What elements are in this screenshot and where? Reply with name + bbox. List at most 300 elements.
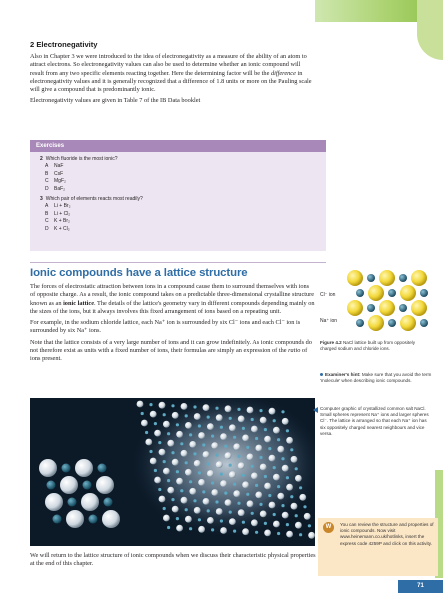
option-letter: A	[45, 203, 49, 210]
cl-ion-sphere	[286, 437, 293, 444]
na-ion-sphere	[193, 452, 196, 455]
key-term: ionic lattice	[63, 299, 95, 307]
na-ion-sphere	[158, 441, 161, 444]
cl-ion-sphere	[400, 285, 416, 301]
na-ion-sphere	[255, 437, 258, 440]
na-ion-sphere	[356, 289, 364, 297]
na-ion-sphere	[229, 511, 232, 514]
na-ion-sphere	[237, 502, 240, 505]
question-text	[40, 156, 326, 163]
cl-ion-sphere	[194, 507, 201, 514]
section-heading: 2 Electronegativity	[30, 40, 98, 49]
na-ion-sphere	[211, 481, 214, 484]
cl-ion-sphere	[255, 445, 262, 452]
cl-ion-sphere	[216, 414, 223, 421]
option-text: Li + Br₂	[54, 203, 71, 210]
cl-ion-sphere	[172, 459, 179, 466]
na-ion-sphere	[220, 426, 223, 429]
lattice-paragraph-3	[30, 339, 315, 364]
cl-ion-sphere	[145, 439, 152, 446]
cl-ion-sphere	[211, 489, 218, 496]
pointer-arrow-icon	[313, 407, 318, 413]
na-ion-sphere	[215, 454, 218, 457]
cl-ion-sphere	[277, 446, 284, 453]
na-ion-sphere	[189, 433, 192, 436]
na-ion-sphere	[229, 417, 232, 420]
cl-ion-sphere	[291, 456, 298, 463]
cl-ion-sphere	[225, 405, 232, 412]
cl-ion-sphere	[251, 426, 258, 433]
exercises-body	[30, 152, 326, 233]
na-ion-sphere	[308, 524, 311, 527]
cl-ion-sphere	[286, 531, 293, 538]
na-ion-sphere	[141, 412, 144, 415]
cl-ion-sphere	[233, 490, 240, 497]
na-ion-sphere	[281, 457, 284, 460]
answer-option	[40, 211, 326, 218]
cl-ion-sphere	[176, 431, 183, 438]
option-text: K + Cl₂	[54, 225, 70, 232]
option-letter: C	[45, 218, 49, 225]
question-text	[40, 196, 326, 203]
cl-ion-sphere	[304, 513, 311, 520]
na-ion-sphere	[259, 503, 262, 506]
na-ion-sphere	[388, 319, 396, 327]
na-ion-sphere	[233, 436, 236, 439]
nacl-crystal-photo	[30, 398, 315, 546]
na-ion-sphere	[224, 492, 227, 495]
na-ion-sphere	[176, 423, 179, 426]
bullet-icon	[320, 373, 323, 376]
cl-ion-sphere	[260, 511, 267, 518]
cl-ion-sphere	[189, 488, 196, 495]
na-ion-sphere	[286, 476, 289, 479]
na-ion-sphere	[259, 456, 262, 459]
na-ion-sphere	[171, 498, 174, 501]
cl-ion-sphere	[260, 464, 267, 471]
lattice-heading: Ionic compounds have a lattice structure	[30, 267, 248, 279]
na-ion-sphere	[295, 514, 298, 517]
na-ion-sphere	[286, 429, 289, 432]
cl-ion-sphere	[216, 508, 223, 515]
na-ion-sphere	[229, 464, 232, 467]
option-text: BaF₂	[54, 185, 66, 192]
na-ion-sphere	[290, 495, 293, 498]
answer-option	[40, 203, 326, 210]
cl-ion-sphere	[238, 509, 245, 516]
na-ion-sphere	[281, 410, 284, 413]
figure-caption-text: NaCl lattice built up from oppositely charged sodium and chloride ions.	[320, 340, 415, 352]
cl-ion-sphere	[96, 476, 114, 494]
cl-ion-sphere	[198, 526, 205, 533]
na-ion-sphere	[242, 427, 245, 430]
na-ion-sphere	[251, 512, 254, 515]
na-ion-sphere	[207, 462, 210, 465]
cl-ion-sphere	[368, 315, 384, 331]
para-text: in electronegativity values and it is generally recognized that a difference of 1.8 units or more on the Pauling scale will give a compound that is predominantly ionic.	[30, 69, 312, 94]
cl-ion-sphere	[220, 527, 227, 534]
cl-ion-sphere	[368, 285, 384, 301]
cl-ion-sphere	[211, 442, 218, 449]
para-text: . The details of the lattice's geometry vary in different compounds depending mainly on the sizes of the ions, but it always involves this fixed arrangement of ions based on a repeating unit.	[30, 299, 315, 315]
na-ion-sphere	[149, 450, 152, 453]
cl-ion-sphere	[163, 468, 170, 475]
photo-caption: Computer graphic of crystallized common salt NaCl. Small spheres represent Na⁺ ions and larger spheres Cl⁻. The lattice is arranged so that each Na⁺ ion has six oppositely charged nearest neighbours and vice versa.	[320, 406, 429, 436]
na-ion-sphere	[277, 485, 280, 488]
na-ion-sphere	[62, 464, 71, 473]
na-ion-sphere	[167, 526, 170, 529]
na-ion-sphere	[149, 403, 152, 406]
cl-ion-sphere	[260, 417, 267, 424]
na-ion-sphere	[273, 513, 276, 516]
para-text: The forces of electrostatic attraction between ions in a compound cause them to surround themselves with ions of opposite charge. As a result, the ionic compound takes on a predictable three-dimensional crystalline structure known as an	[30, 283, 315, 307]
na-ion-sphere	[264, 475, 267, 478]
cl-ion-sphere	[102, 510, 120, 528]
cl-ion-sphere	[185, 422, 192, 429]
na-ion-sphere	[420, 289, 428, 297]
na-ion-sphere	[388, 289, 396, 297]
cl-ion-sphere	[159, 449, 166, 456]
hint-text: Make sure that you avoid the term 'molecule' when describing ionic compounds.	[320, 372, 432, 384]
question-number: 2	[40, 156, 43, 162]
na-ion-sphere	[189, 527, 192, 530]
corner-decoration-curve	[417, 0, 443, 60]
na-ion-sphere	[198, 471, 201, 474]
na-ion-sphere	[233, 530, 236, 533]
option-letter: B	[45, 170, 49, 177]
cl-ion-sphere	[194, 460, 201, 467]
na-ion-sphere	[185, 508, 188, 511]
na-ion-sphere	[180, 489, 183, 492]
cl-ion-sphere	[81, 493, 99, 511]
web-icon: W	[323, 522, 334, 533]
na-ion-sphere	[251, 418, 254, 421]
cl-ion-sphere	[163, 421, 170, 428]
page-number: 71	[398, 580, 443, 593]
large-lattice-cube	[120, 398, 315, 546]
cl-ion-sphere	[286, 484, 293, 491]
na-ion-sphere	[268, 447, 271, 450]
cl-ion-sphere	[273, 474, 280, 481]
cl-ion-sphere	[282, 512, 289, 519]
cl-ion-sphere	[247, 500, 254, 507]
na-ion-sphere	[193, 405, 196, 408]
cl-ion-sphere	[242, 528, 249, 535]
cl-ion-sphere	[269, 502, 276, 509]
figure-number: Figure 4.2	[320, 340, 342, 345]
cl-ion-sphere	[251, 473, 258, 480]
na-ion-sphere	[104, 498, 113, 507]
question-prompt: Which pair of elements reacts most readily?	[45, 196, 143, 203]
lattice-paragraph-1	[30, 283, 315, 316]
na-ion-sphere	[220, 519, 223, 522]
data-booklet-note: Electronegativity values are given in Table 7 of the IB Data booklet	[30, 97, 201, 105]
na-ion-sphere	[176, 470, 179, 473]
cl-ion-sphere	[273, 427, 280, 434]
na-ion-sphere	[215, 407, 218, 410]
cl-ion-sphere	[172, 506, 179, 513]
cl-ion-sphere	[207, 517, 214, 524]
answer-option	[40, 218, 326, 225]
cl-ion-sphere	[400, 315, 416, 331]
section-divider	[30, 262, 326, 263]
cl-ion-sphere	[247, 454, 254, 461]
question-prompt: Which fluoride is the most ionic?	[45, 156, 118, 162]
na-ion-sphere	[202, 443, 205, 446]
cl-ion-sphere	[181, 497, 188, 504]
option-letter: D	[45, 185, 49, 192]
question-number: 3	[40, 196, 43, 203]
na-ion-sphere	[264, 428, 267, 431]
na-ion-sphere	[237, 455, 240, 458]
cl-ion-sphere	[198, 432, 205, 439]
cl-ion-sphere	[229, 471, 236, 478]
na-ion-sphere	[189, 480, 192, 483]
na-ion-sphere	[215, 500, 218, 503]
cl-ion-sphere	[176, 478, 183, 485]
cl-ion-sphere	[225, 499, 232, 506]
option-text: NaF	[54, 163, 64, 170]
na-ion-sphere	[68, 498, 77, 507]
na-ion-sphere	[163, 507, 166, 510]
cl-ion-sphere	[273, 521, 280, 528]
na-ion-sphere	[180, 442, 183, 445]
cl-ion-sphere	[181, 450, 188, 457]
na-ion-sphere	[198, 518, 201, 521]
na-ion-sphere	[171, 404, 174, 407]
option-letter: A	[45, 163, 49, 170]
cl-ion-sphere	[411, 270, 427, 286]
na-ion-sphere	[268, 494, 271, 497]
na-ion-sphere	[211, 435, 214, 438]
na-ion-sphere	[303, 505, 306, 508]
para-emphasis: difference	[270, 69, 296, 77]
na-ion-sphere	[98, 464, 107, 473]
cl-ion-sphere	[172, 412, 179, 419]
cl-ion-sphere	[347, 270, 363, 286]
answer-option	[40, 171, 326, 178]
na-ion-sphere	[83, 481, 92, 490]
cl-ion-sphere	[203, 498, 210, 505]
closing-paragraph: We will return to the lattice structure of ionic compounds when we discuss their characteristic physical properties at the end of this chapter.	[30, 552, 316, 568]
na-ion-sphere	[246, 446, 249, 449]
cl-ion-sphere	[295, 522, 302, 529]
option-text: CsF	[54, 170, 64, 177]
na-ion-sphere	[211, 528, 214, 531]
na-ion-sphere	[53, 515, 62, 524]
cl-ion-sphere	[207, 470, 214, 477]
answer-option	[40, 163, 326, 170]
na-ion-sphere	[286, 523, 289, 526]
exercises-box	[30, 140, 326, 251]
cl-ion-sphere	[216, 461, 223, 468]
cl-ion-sphere	[66, 510, 84, 528]
na-ion-sphere	[145, 431, 148, 434]
cl-ion-sphere	[163, 515, 170, 522]
na-ion-sphere	[185, 461, 188, 464]
cl-ion-sphere	[167, 487, 174, 494]
na-ion-sphere	[167, 432, 170, 435]
cl-ion-sphere	[60, 476, 78, 494]
cl-ion-sphere	[207, 423, 214, 430]
cl-ion-sphere	[181, 403, 188, 410]
option-letter: D	[45, 225, 49, 232]
na-ion-sphere	[242, 521, 245, 524]
na-ion-sphere	[176, 517, 179, 520]
cl-ion-sphere	[220, 433, 227, 440]
para-emphasis: ratio	[288, 347, 301, 355]
option-text: K + Br₂	[54, 218, 70, 225]
na-ion-sphere	[224, 445, 227, 448]
cl-ion-sphere	[242, 481, 249, 488]
na-ion-sphere	[158, 488, 161, 491]
cl-ion-sphere	[198, 479, 205, 486]
cl-ion-sphere	[137, 401, 144, 408]
na-ion-sphere	[290, 448, 293, 451]
na-ion-sphere	[259, 409, 262, 412]
cl-ion-sphere	[45, 493, 63, 511]
web-link-box	[318, 518, 438, 576]
cl-ion-sphere	[269, 408, 276, 415]
na-ion-sphere	[220, 473, 223, 476]
cl-ion-sphere	[299, 494, 306, 501]
cl-ion-sphere	[39, 459, 57, 477]
cl-ion-sphere	[189, 441, 196, 448]
crystal-graphic	[30, 398, 315, 546]
cl-ion-sphere	[229, 518, 236, 525]
option-letter: C	[45, 178, 49, 185]
para-text: Note that the lattice consists of a very large number of ions and it can grow indefinitely. As ionic compounds do not therefore exist as units with a fixed number of ions, their formulas are simply an expression of the	[30, 338, 312, 355]
cl-ion-sphere	[308, 532, 315, 539]
cl-ion-sphere	[295, 475, 302, 482]
na-ion-sphere	[47, 481, 56, 490]
electronegativity-paragraph	[30, 53, 312, 94]
cl-ion-sphere	[247, 407, 254, 414]
cl-ion-sphere	[251, 519, 258, 526]
na-ion-sphere	[255, 531, 258, 534]
na-ion-sphere	[202, 490, 205, 493]
na-ion-sphere	[246, 493, 249, 496]
exercise-question	[40, 156, 326, 193]
na-ion-sphere	[255, 484, 258, 487]
cl-ion-sphere	[411, 300, 427, 316]
na-ion-sphere	[277, 532, 280, 535]
na-ion-sphere	[154, 422, 157, 425]
na-ion-sphere	[264, 522, 267, 525]
examiners-hint	[320, 372, 432, 384]
cl-ion-sphere	[229, 424, 236, 431]
na-ion-sphere	[273, 419, 276, 422]
na-ion-sphere	[367, 274, 375, 282]
web-link-text: You can review the structure and properties of ionic compounds. Now visit www.heinemann.co.uk/hotlinks, insert the express code 4259P and click on this activity.	[340, 522, 434, 546]
cl-ion-sphere	[167, 440, 174, 447]
cl-ion-sphere	[379, 300, 395, 316]
na-ion-sphere	[167, 479, 170, 482]
na-ion-sphere	[399, 274, 407, 282]
lattice-paragraph-2: For example, in the sodium chloride lattice, each Na⁺ ion is surrounded by six Cl⁻ ions and each Cl⁻ ion is surrounded by six Na⁺ ions.	[30, 319, 301, 335]
na-ion-sphere	[399, 304, 407, 312]
cl-ion-sphere	[150, 411, 157, 418]
na-ion-sphere	[273, 466, 276, 469]
cl-ion-sphere	[176, 525, 183, 532]
na-ion-sphere	[299, 486, 302, 489]
na-ion-sphere	[163, 413, 166, 416]
cl-ion-sphere	[154, 477, 161, 484]
na-ion-sphere	[420, 319, 428, 327]
answer-option	[40, 186, 326, 193]
electronegativity-section	[30, 40, 312, 109]
cl-ion-sphere	[347, 300, 363, 316]
cl-ion-sphere	[242, 435, 249, 442]
cl-ion-sphere	[282, 465, 289, 472]
cl-ion-sphere	[154, 430, 161, 437]
sodium-ion-label: Na⁺ ion	[320, 318, 338, 324]
option-text: Li + Cl₂	[54, 210, 71, 217]
figure-caption	[320, 340, 432, 352]
lattice-section	[30, 267, 315, 367]
na-ion-sphere	[295, 467, 298, 470]
na-ion-sphere	[251, 465, 254, 468]
na-ion-sphere	[207, 416, 210, 419]
na-ion-sphere	[233, 483, 236, 486]
na-ion-sphere	[154, 469, 157, 472]
option-text: MgF₂	[54, 178, 66, 185]
na-ion-sphere	[163, 460, 166, 463]
na-ion-sphere	[89, 515, 98, 524]
cl-ion-sphere	[185, 469, 192, 476]
para-text: Also in Chapter 3 we were introduced to the idea of electronegativity as a measure of the ability of an atom to attract electrons. So electronegativity values can also be used to determine whether an ionic compound will result from any two specific elements reacting together. Here the determining factor will be the	[30, 53, 307, 77]
cl-ion-sphere	[255, 492, 262, 499]
na-ion-sphere	[277, 438, 280, 441]
na-ion-sphere	[367, 304, 375, 312]
option-letter: B	[45, 210, 49, 217]
na-ion-sphere	[299, 533, 302, 536]
na-ion-sphere	[356, 319, 364, 327]
cl-ion-sphere	[277, 493, 284, 500]
cl-ion-sphere	[203, 451, 210, 458]
cl-ion-sphere	[194, 413, 201, 420]
hint-label: Examiner's hint:	[325, 372, 361, 377]
na-ion-sphere	[185, 414, 188, 417]
na-ion-sphere	[193, 499, 196, 502]
nacl-sphere-model	[345, 268, 435, 338]
cl-ion-sphere	[141, 420, 148, 427]
na-ion-sphere	[207, 509, 210, 512]
answer-option	[40, 226, 326, 233]
cl-ion-sphere	[185, 516, 192, 523]
para-text: of ions present.	[30, 347, 308, 363]
cl-ion-sphere	[282, 418, 289, 425]
cl-ion-sphere	[264, 530, 271, 537]
na-ion-sphere	[237, 408, 240, 411]
chloride-ion-label: Cl⁻ ion	[320, 292, 336, 298]
cl-ion-sphere	[159, 402, 166, 409]
na-ion-sphere	[242, 474, 245, 477]
cl-ion-sphere	[233, 443, 240, 450]
cl-ion-sphere	[291, 503, 298, 510]
na-ion-sphere	[281, 504, 284, 507]
cl-ion-sphere	[159, 496, 166, 503]
na-ion-sphere	[198, 424, 201, 427]
cl-ion-sphere	[220, 480, 227, 487]
na-ion-sphere	[171, 451, 174, 454]
cl-ion-sphere	[379, 270, 395, 286]
exercise-question	[40, 196, 326, 233]
cl-ion-sphere	[225, 452, 232, 459]
answer-option	[40, 178, 326, 185]
cl-ion-sphere	[269, 455, 276, 462]
cl-ion-sphere	[264, 483, 271, 490]
